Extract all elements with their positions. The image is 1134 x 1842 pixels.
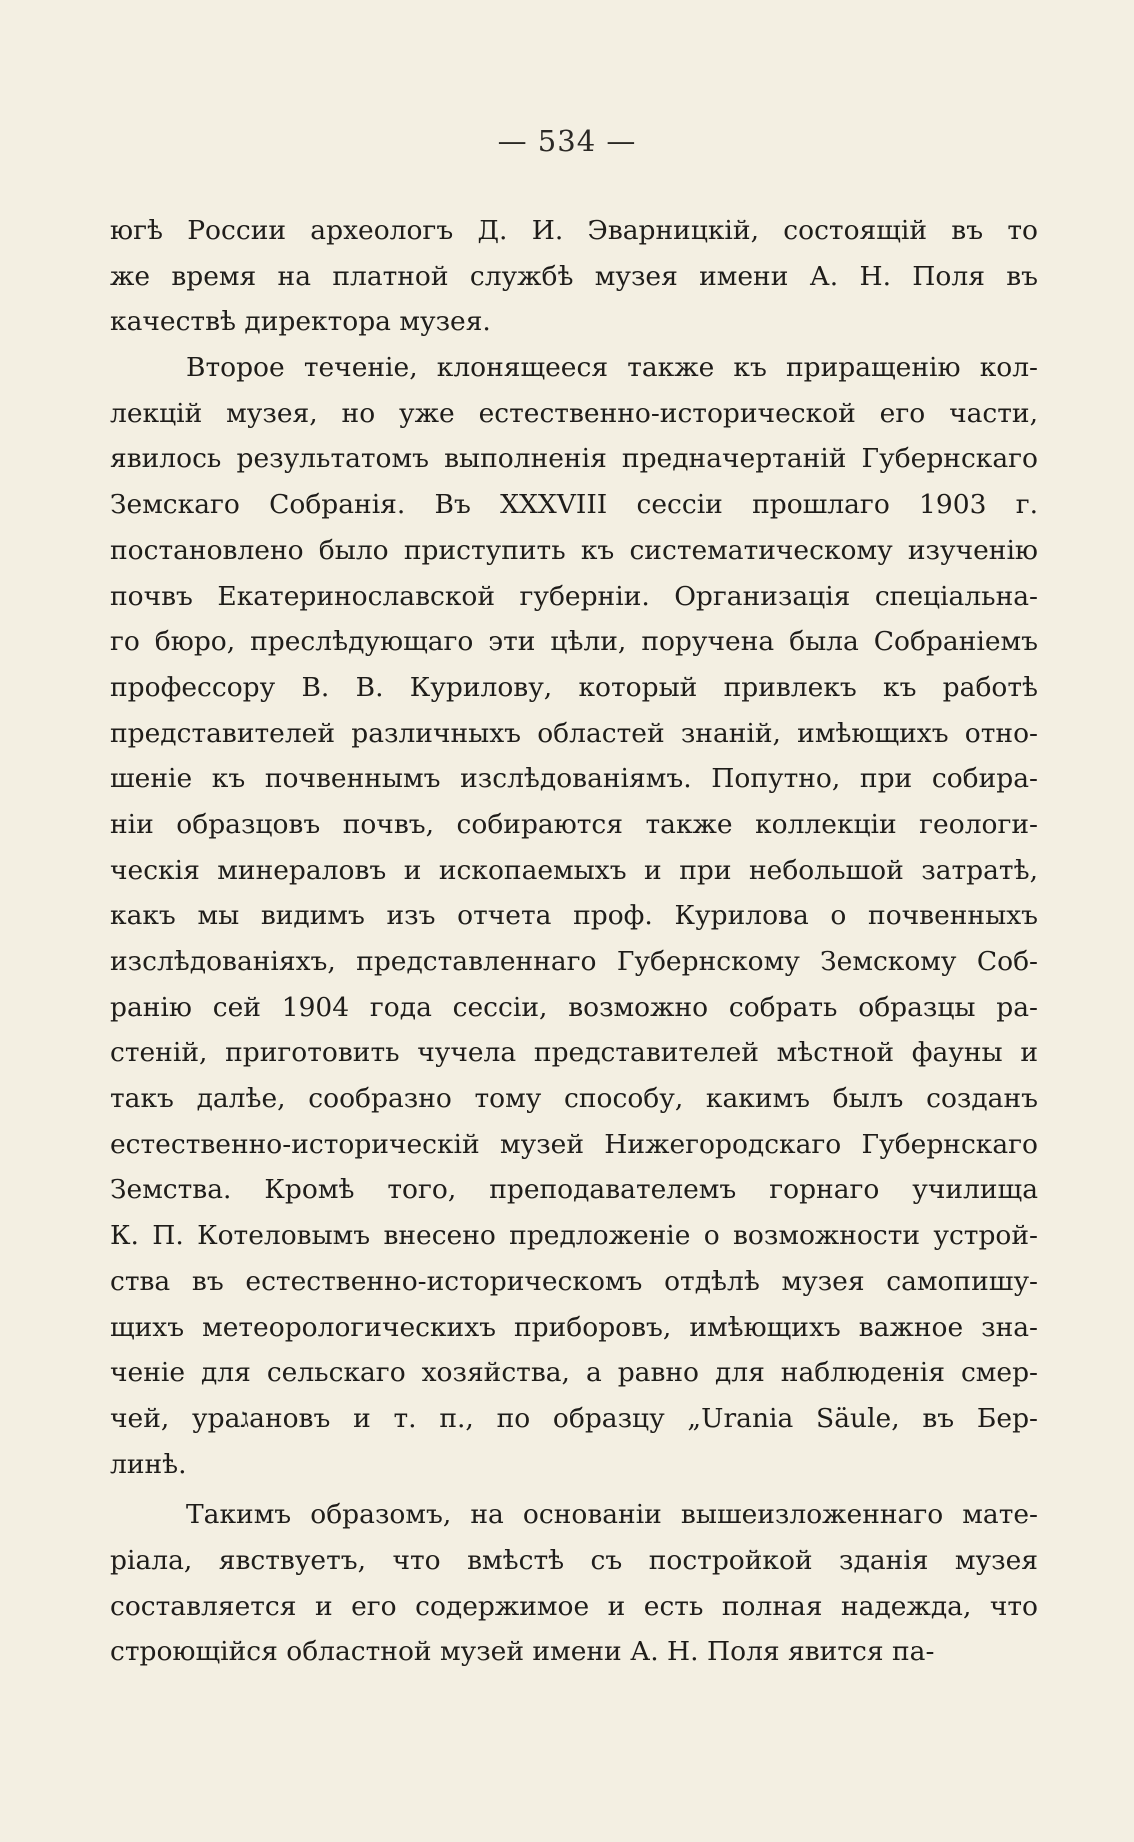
text-line: ніи образцовъ почвъ, собираются также коллекціи геологи-	[110, 808, 1038, 840]
text-line: ранію сей 1904 года сессіи, возможно собрать образцы ра-	[110, 991, 1038, 1023]
text-line: чей, ураגановъ и т. п., по образцу „Urania Säule, въ Бер-	[110, 1402, 1038, 1434]
text-line: стеній, приготовить чучела представителей мѣстной фауны и	[110, 1037, 1038, 1069]
text-line: щихъ метеорологическихъ приборовъ, имѣющихъ важное зна-	[110, 1311, 1038, 1343]
text-line: представителей различныхъ областей знаній, имѣющихъ отно-	[110, 717, 1038, 749]
text-line: строющійся областной музей имени А. Н. Поля явится па-	[110, 1636, 935, 1668]
text-line: ріала, явствуетъ, что вмѣстѣ съ постройкой зданія музея	[110, 1544, 1038, 1576]
page-number: — 534 —	[497, 124, 637, 158]
paragraph	[110, 1492, 1038, 1675]
text-line: Второе теченіе, клонящееся также къ приращенію кол-	[186, 352, 1038, 384]
text-line: ченіе для сельскаго хозяйства, а равно для наблюденія смер-	[110, 1357, 1038, 1389]
text-line: почвъ Екатеринославской губерніи. Организація спеціальна-	[110, 580, 1038, 612]
text-line: югѣ России археологъ Д. И. Эварницкій, состоящій въ то	[110, 215, 1038, 246]
text-line: составляется и его содержимое и есть полная надежда, что	[110, 1590, 1038, 1622]
text-line: качествѣ директора музея.	[110, 306, 491, 338]
paragraph	[110, 345, 1038, 1487]
text-line: такъ далѣе, сообразно тому способу, какимъ былъ созданъ	[110, 1083, 1038, 1115]
text-line: естественно-историческій музей Нижегородскаго Губернскаго	[110, 1128, 1038, 1160]
text-line: линѣ.	[110, 1448, 187, 1480]
text-line: какъ мы видимъ изъ отчета проф. Курилова о почвенныхъ	[110, 900, 1038, 932]
text-line: профессору В. В. Курилову, который привлекъ къ работѣ	[110, 671, 1038, 703]
text-line: шеніе къ почвеннымъ изслѣдованіямъ. Попутно, при собира-	[110, 763, 1038, 795]
text-line: явилось результатомъ выполненія предначертаній Губернскаго	[110, 443, 1038, 475]
text-line: К. П. Котеловымъ внесено предложеніе о возможности устрой-	[110, 1220, 1038, 1252]
paragraph	[110, 208, 1038, 345]
text-line: же время на платной службѣ музея имени А. Н. Поля въ	[110, 260, 1038, 292]
body-text	[110, 208, 1038, 1675]
text-line: Такимъ образомъ, на основаніи вышеизложеннаго мате-	[186, 1499, 1038, 1531]
text-line: лекцій музея, но уже естественно-исторической его части,	[110, 397, 1038, 429]
text-line: го бюро, преслѣдующаго эти цѣли, поручена была Собраніемъ	[110, 626, 1038, 658]
text-line: Земства. Кромѣ того, преподавателемъ горнаго училища	[110, 1174, 1038, 1206]
text-line: ства въ естественно-историческомъ отдѣлѣ музея самопишу-	[110, 1265, 1038, 1297]
text-line: изслѣдованіяхъ, представленнаго Губернскому Земскому Соб-	[110, 946, 1038, 977]
text-line: ческія минераловъ и ископаемыхъ и при небольшой затратѣ,	[110, 854, 1038, 886]
text-line: постановлено было приступить къ систематическому изученію	[110, 534, 1038, 566]
text-line: Земскаго Собранія. Въ XXXVIII сессіи прошлаго 1903 г.	[110, 489, 1038, 521]
